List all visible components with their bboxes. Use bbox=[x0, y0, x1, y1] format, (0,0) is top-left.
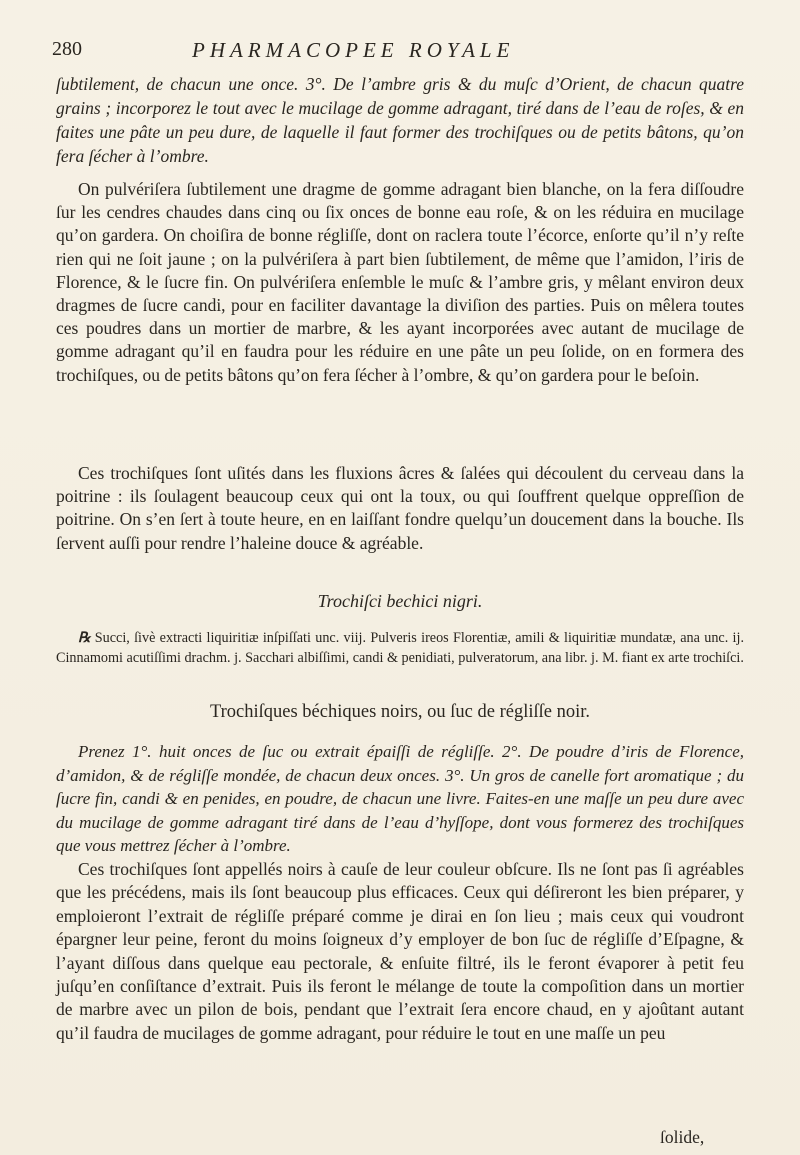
paragraph-usage: Ces trochiſques ſont uſités dans les fluxions âcres & ſalées qui découlent du cerveau dans la poitrine : ils ſoulagent beaucoup ceux qui ont la toux, ou qui ſouffrent quelque oppreſſion de poitrine. On s’en ſert à toute heure, en en laiſſant fondre quelqu’un doucement dans la bouche. Ils ſervent auſſi pour rendre l’haleine douce & agréable. bbox=[56, 463, 744, 553]
catchword: ſolide, bbox=[660, 1127, 705, 1147]
page-number: 280 bbox=[52, 38, 82, 60]
latin-prescription bbox=[56, 628, 744, 668]
heading-french: Trochiſques béchiques noirs, ou ſuc de régliſſe noir. bbox=[209, 702, 591, 722]
recipe-symbol-icon: ℞ bbox=[78, 630, 91, 646]
paragraph-recipe: Prenez 1°. huit onces de ſuc ou extrait épaiſſi de régliſſe. 2°. De poudre d’iris de Florence, d’amidon, & de régliſſe mondée, de chacun deux onces. 3°. Un gros de canelle fort aromatique ; du ſucre fin, candi & en penides, en poudre, de chacun une livre. Faites-en une maſſe un peu dure avec du mucilage de gomme adragant tiré dans de l’eau d’hyſſope, dont vous formerez des trochiſques que vous mettrez ſécher à l’ombre. bbox=[56, 742, 744, 856]
paragraph-preparation: On pulvériſera ſubtilement une dragme de gomme adragant bien blanche, on la fera diſſoudre ſur les cendres chaudes dans cinq ou ſix onces de bonne eau roſe, & on les réduira en mucilage qu’on gardera. On choiſira de bonne régliſſe, dont on raclera toute l’écorce, enſorte qu’il n’y reſte rien qui ne ſoit jaune ; on la pulvériſera à part bien ſubtilement, de même que l’amidon, l’iris de Florence, & le ſucre fin. On pulvériſera enſemble le muſc & l’ambre gris, y mêlant environ deux dragmes de ſucre candi, pour en faciliter davantage la diviſion des parties. Puis on mêlera toutes ces poudres dans un mortier de marbre, & les ayant incorporées avec autant de mucilage de gomme adragant qu’il en faudra pour les réduire en une pâte un peu ſolide, on en formera des trochiſques, ou de petits bâtons qu’on fera ſécher à l’ombre, & qu’on gardera pour le beſoin. bbox=[56, 179, 744, 385]
heading-latin: Trochiſci bechici nigri. bbox=[317, 591, 483, 611]
paragraph-recipe-end: ſubtilement, de chacun une once. 3°. De l’ambre gris & du muſc d’Orient, de chacun quatre grains ; incorporez le tout avec le mucilage de gomme adragant, tiré dans de l’eau de roſes, & en faites une pâte un peu dure, de laquelle il faut former des trochiſques ou de petits bâtons, qu’on fera ſécher à l’ombre. bbox=[56, 74, 744, 166]
running-title: PHARMACOPEE ROYALE bbox=[192, 38, 515, 62]
paragraph-commentary: Ces trochiſques ſont appellés noirs à cauſe de leur couleur obſcure. Ils ne ſont pas ſi agréables que les précédens, mais ils ſont beaucoup plus efficaces. Ceux qui déſireront les bien préparer, y emploieront l’extrait de régliſſe préparé comme je dirai en ſon lieu ; mais ceux qui voudront épargner leur peine, feront du moins ſoigneux d’y employer de bon ſuc de régliſſe d’Eſpagne, & l’ayant diſſous dans quelque eau pectorale, & enſuite filtré, ils le feront évaporer à petit feu juſqu’en conſiſtance d’extrait. Puis ils feront le mélange de toute la compoſition dans un mortier de marbre avec un pilon de bois, pendant que l’extrait ſera encore chaud, en y ajoûtant autant qu’il faudra de mucilages de gomme adragant, pour réduire le tout en une maſſe un peu bbox=[56, 859, 744, 1043]
running-head bbox=[52, 38, 752, 68]
latin-prescription-text: Succi, ſivè extracti liquiritiæ inſpiſſati unc. viij. Pulveris ireos Florentiæ, amili & liquiritiæ mundatæ, ana unc. ij. Cinnamomi acutiſſimi drachm. j. Sacchari albiſſimi, candi & penidiati, pulveratorum, ana libr. j. M. fiant ex arte trochiſci. bbox=[56, 630, 744, 666]
